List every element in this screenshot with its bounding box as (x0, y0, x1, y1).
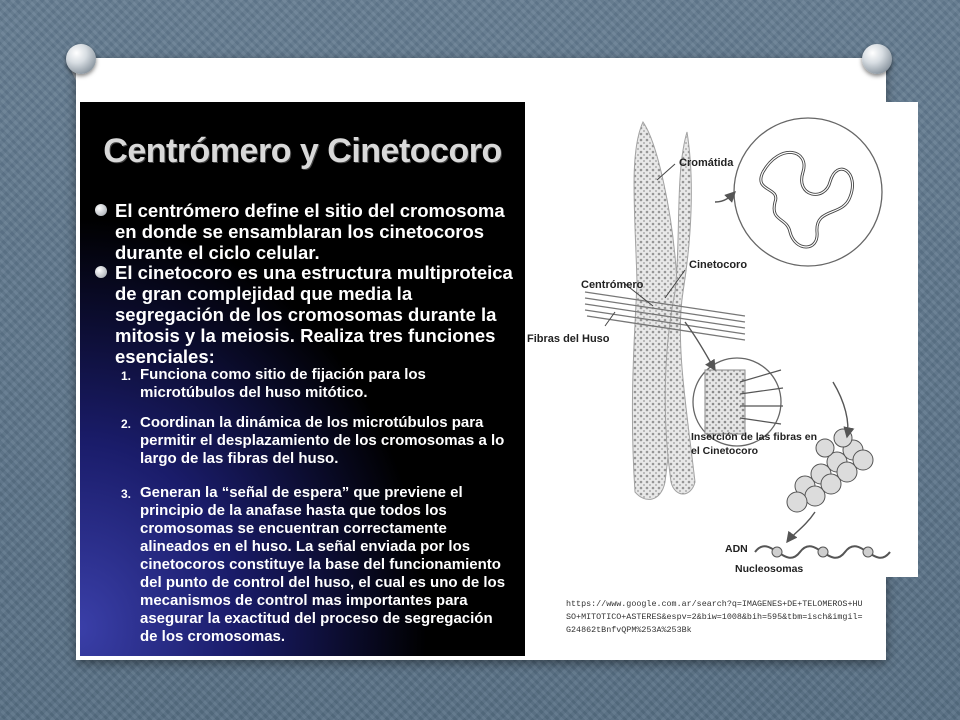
function-number: 1. (121, 369, 132, 383)
label-cromatida: Cromátida (679, 157, 734, 169)
function-item (121, 366, 512, 402)
bullet-cinetocoro (115, 262, 515, 367)
bullet-centromero (115, 200, 515, 263)
label-cinetocoro: Cinetocoro (689, 259, 748, 271)
pushpin-icon (862, 44, 892, 74)
bullet-text: El centrómero define el sitio del cromosoma en donde se ensamblaran los cinetocoros durante el ciclo celular. (115, 200, 505, 263)
function-text: Generan la “señal de espera” que previene el principio de la anafase hasta que todos los cromosomas se encuentran correctamente alineados en el huso. La señal enviada por los cinetocoros constituye la base del funcionamiento del punto de control del huso, el cual es uno de los mecanismos de control mas importantes para asegurar la exactitud del proceso de segregación de los cromosomas. (140, 484, 506, 645)
label-insercion-1: Inserción de las fibras en (691, 431, 818, 443)
embedded-slide-image (80, 102, 525, 656)
bullet-icon (95, 266, 107, 278)
bullet-text: El cinetocoro es una estructura multiproteica de gran complejidad que media la segregación de los cromosomas durante la mitosis y la meiosis. Realiza tres funciones esenciales: (115, 262, 513, 367)
label-fibras: Fibras del Huso (527, 333, 610, 345)
chromosome-shape (632, 122, 695, 499)
function-text: Coordinan la dinámica de los microtúbulos para permitir el desplazamiento de los cromosomas a lo largo de las fibras del huso. (140, 414, 505, 467)
label-nucleosomas: Nucleosomas (735, 563, 804, 575)
label-adn: ADN (725, 543, 748, 555)
source-url: https://www.google.com.ar/search?q=IMAGENES+DE+TELOMEROS+HUSO+MITOTICO+ASTERES&espv=2&biw=1008&bih=595&tbm=isch&imgil=G24862tBnfvQPM%253A%253Bk (566, 599, 863, 635)
label-centromero: Centrómero (581, 279, 644, 291)
pushpin-icon (66, 44, 96, 74)
function-number: 3. (121, 487, 132, 501)
chromosome-diagram (525, 102, 918, 577)
bullet-icon (95, 204, 107, 216)
label-insercion-2: el Cinetocoro (691, 445, 759, 457)
function-item (121, 484, 512, 646)
function-text: Funciona como sitio de fijación para los microtúbulos del huso mitótico. (140, 366, 426, 401)
slide-title: Centrómero y Cinetocoro (103, 132, 502, 170)
function-number: 2. (121, 417, 132, 431)
function-item (121, 414, 512, 468)
